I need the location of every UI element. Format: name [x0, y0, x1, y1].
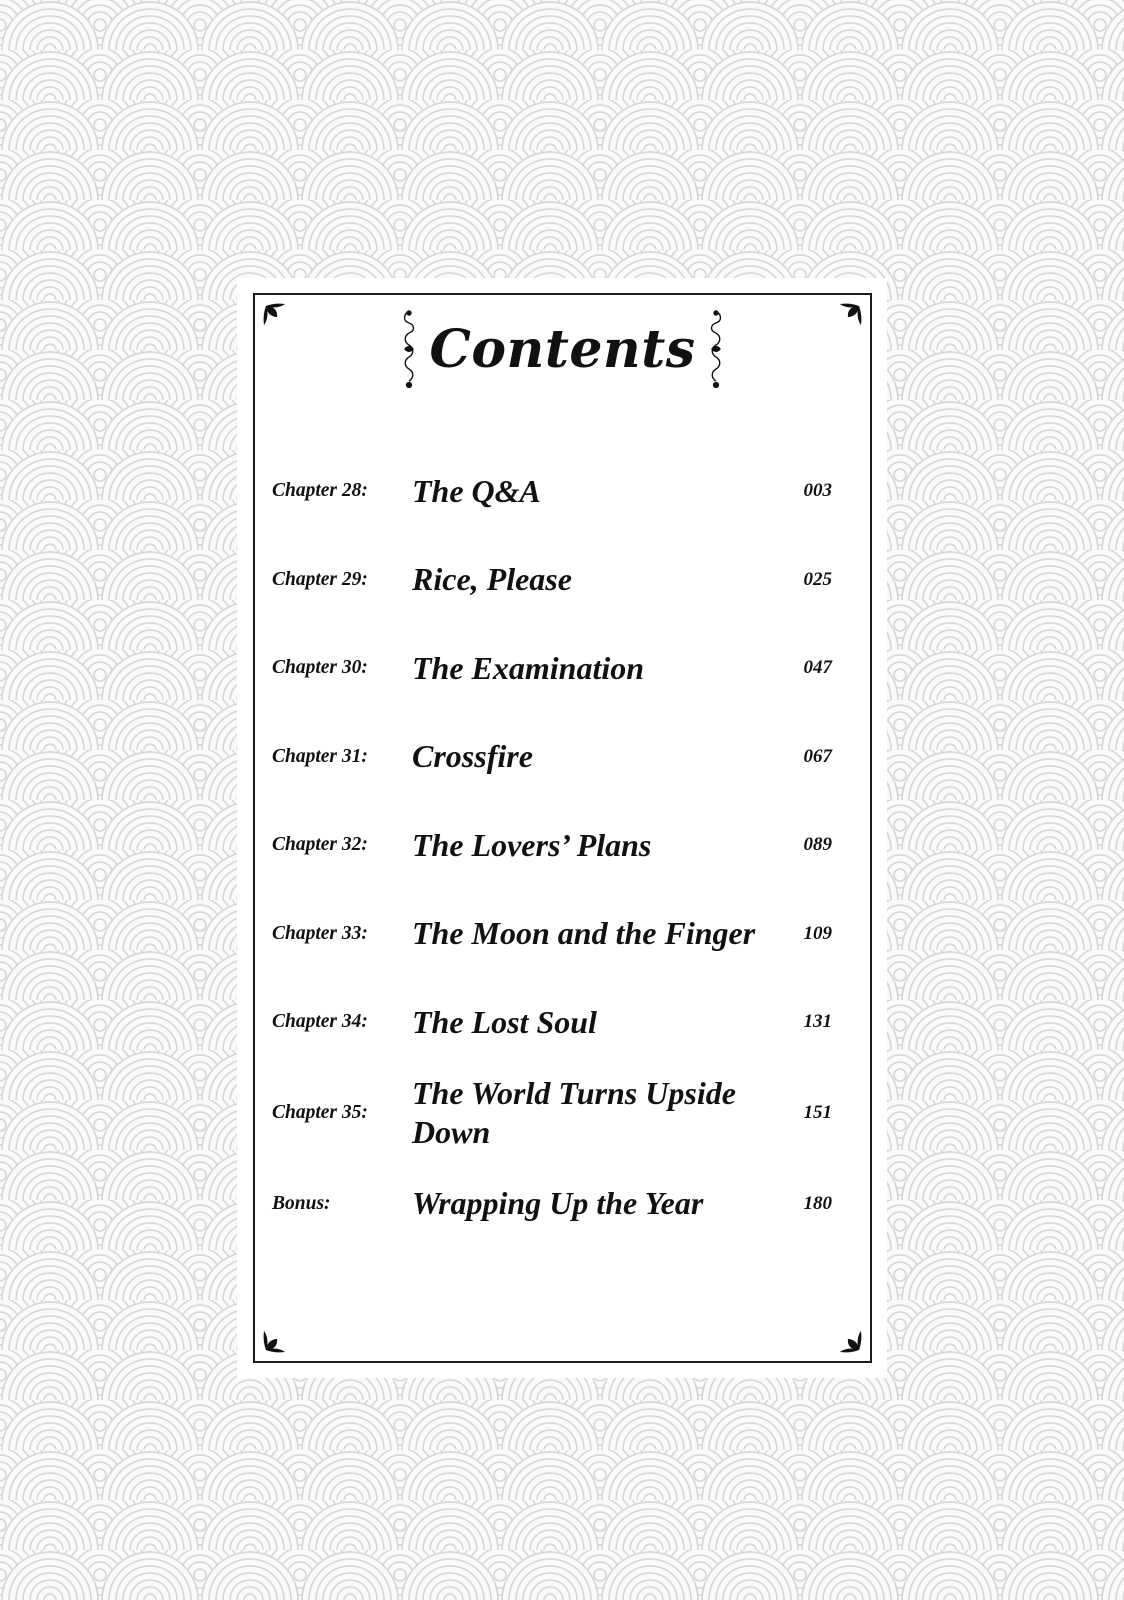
list-item[interactable]: [272, 713, 858, 802]
chapter-title: Crossfire: [412, 738, 533, 775]
contents-frame: [253, 293, 872, 1363]
list-item[interactable]: [272, 978, 858, 1067]
list-item[interactable]: [272, 624, 858, 713]
page-title: Contents: [429, 318, 696, 380]
chapter-label: Chapter 31:: [272, 745, 368, 767]
chapter-title: Wrapping Up the Year: [412, 1185, 704, 1221]
list-item[interactable]: [272, 1159, 858, 1249]
list-item[interactable]: [272, 890, 858, 979]
chapter-label: Bonus:: [272, 1192, 331, 1214]
chapter-title: The Lovers’ Plans: [412, 826, 652, 863]
chapter-title: The Lost Soul: [412, 1003, 597, 1040]
page-number: 131: [803, 1011, 832, 1033]
page-number: 003: [803, 480, 832, 502]
page-number: 067: [803, 745, 832, 767]
list-item[interactable]: [272, 447, 858, 536]
chapter-label: Chapter 33:: [272, 922, 368, 944]
chapter-label: Chapter 32:: [272, 834, 368, 856]
chapter-title: The Moon and the Finger: [412, 915, 756, 952]
chapter-label: Chapter 34:: [272, 1011, 368, 1033]
scroll-flourish-icon: [708, 309, 724, 389]
list-item[interactable]: [272, 536, 858, 625]
chapter-label: Chapter 30:: [272, 657, 368, 679]
chapter-label: Chapter 35:: [272, 1101, 368, 1123]
chapter-label: Chapter 28:: [272, 480, 368, 502]
chapter-title: The Examination: [412, 649, 645, 686]
leaf-ornament-icon: [836, 1327, 862, 1353]
list-item[interactable]: [272, 1067, 858, 1159]
contents-list: [272, 447, 858, 1249]
page-number: 025: [803, 568, 832, 590]
scroll-flourish-icon: [401, 309, 417, 389]
page-number: 047: [803, 657, 832, 679]
title-block: [255, 309, 870, 389]
page-number: 180: [803, 1192, 832, 1214]
chapter-title: Rice, Please: [412, 561, 572, 598]
chapter-title: The Q&A: [412, 472, 541, 509]
page-number: 089: [803, 834, 832, 856]
chapter-title: The World Turns Upside Down: [412, 1074, 736, 1150]
page-number: 109: [803, 922, 832, 944]
list-item[interactable]: [272, 801, 858, 890]
chapter-label: Chapter 29:: [272, 568, 368, 590]
leaf-ornament-icon: [263, 1327, 289, 1353]
page-number: 151: [803, 1101, 832, 1123]
